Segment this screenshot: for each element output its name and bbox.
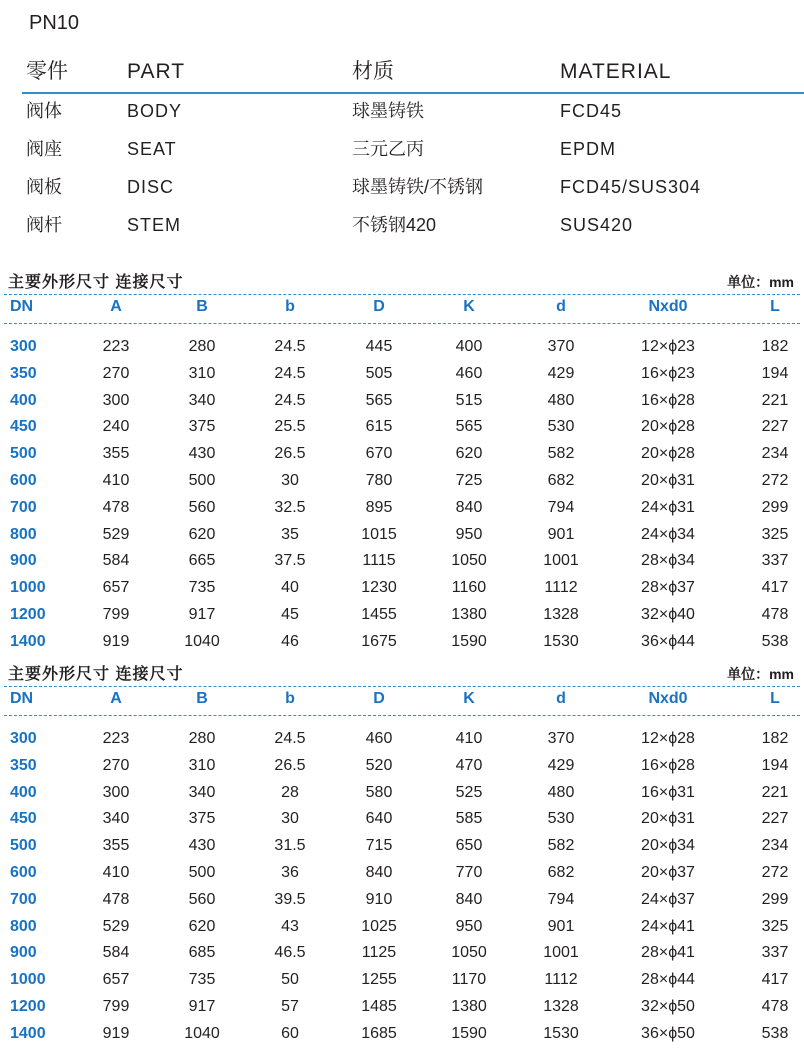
cell-dn: 1400 bbox=[10, 632, 46, 650]
cell-l: 182 bbox=[761, 338, 789, 355]
cell-b-upper: 310 bbox=[188, 756, 216, 774]
cell-l: 272 bbox=[761, 863, 789, 881]
cell-a: 478 bbox=[102, 498, 130, 516]
cell-b-lower: 24.5 bbox=[274, 338, 306, 355]
cell-k: 950 bbox=[455, 917, 483, 935]
cell-b-upper: 340 bbox=[188, 783, 216, 801]
cell-b-lower: 40 bbox=[281, 579, 299, 597]
cell-d-upper: 615 bbox=[365, 418, 393, 436]
cell-k: 515 bbox=[455, 391, 483, 409]
cell-l: 221 bbox=[761, 783, 789, 801]
cell-a: 799 bbox=[102, 605, 130, 623]
table-row bbox=[0, 522, 804, 549]
cell-b-upper: 560 bbox=[188, 890, 216, 908]
cell-b-upper: 500 bbox=[188, 863, 216, 881]
cell-l: 221 bbox=[761, 391, 789, 409]
cell-k: 840 bbox=[455, 890, 483, 908]
cell-b-lower: 50 bbox=[281, 971, 299, 989]
cell-d-upper: 1685 bbox=[361, 1024, 397, 1042]
cell-b-lower: 26.5 bbox=[274, 445, 306, 463]
cell-d-lower: 480 bbox=[547, 391, 575, 409]
cell-d-lower: 1001 bbox=[543, 552, 579, 570]
cell-dn: 500 bbox=[10, 445, 37, 463]
header-part-en: PART bbox=[127, 60, 186, 83]
cell-a: 355 bbox=[102, 837, 130, 855]
cell-l: 325 bbox=[761, 525, 789, 543]
cell-l: 538 bbox=[761, 632, 789, 650]
cell-b-lower: 46.5 bbox=[274, 944, 306, 962]
cell-dn: 700 bbox=[10, 890, 37, 908]
cell-a: 584 bbox=[102, 944, 130, 962]
cell-nxd0: 28×ϕ41 bbox=[641, 944, 695, 962]
column-header-d-lower: d bbox=[556, 298, 566, 315]
cell-nxd0: 36×ϕ44 bbox=[641, 632, 695, 650]
unit-label: 单位：mm bbox=[727, 666, 794, 682]
column-header-b-upper: B bbox=[196, 298, 208, 315]
cell-nxd0: 24×ϕ31 bbox=[641, 498, 695, 516]
dimensions-table-2 bbox=[0, 660, 804, 1048]
column-header-l: L bbox=[770, 298, 780, 315]
cell-a: 657 bbox=[102, 579, 130, 597]
table-row bbox=[0, 967, 804, 994]
cell-b-upper: 1040 bbox=[184, 1024, 220, 1042]
cell-a: 919 bbox=[102, 632, 130, 650]
cell-nxd0: 16×ϕ31 bbox=[641, 783, 695, 801]
table-row bbox=[0, 806, 804, 833]
cell-d-lower: 682 bbox=[547, 471, 575, 489]
cell-k: 470 bbox=[455, 756, 483, 774]
materials-row bbox=[22, 170, 804, 208]
cell-l: 182 bbox=[761, 730, 789, 747]
table-body bbox=[0, 324, 804, 656]
cell-a: 223 bbox=[102, 730, 130, 747]
material-cn: 球墨铸铁 bbox=[352, 101, 424, 121]
cell-d-lower: 682 bbox=[547, 863, 575, 881]
cell-nxd0: 28×ϕ44 bbox=[641, 971, 695, 989]
header-material-cn: 材质 bbox=[352, 60, 394, 83]
cell-nxd0: 20×ϕ28 bbox=[641, 418, 695, 436]
cell-d-upper: 505 bbox=[365, 364, 393, 382]
cell-a: 919 bbox=[102, 1024, 130, 1042]
cell-l: 194 bbox=[761, 364, 789, 382]
cell-nxd0: 16×ϕ28 bbox=[641, 756, 695, 774]
column-header-d-lower: d bbox=[556, 690, 566, 707]
part-en: BODY bbox=[127, 101, 183, 121]
cell-d-upper: 565 bbox=[365, 391, 393, 409]
column-header-d-upper: D bbox=[373, 298, 385, 315]
dimensions-table-1 bbox=[0, 268, 804, 656]
column-header-a: A bbox=[110, 690, 122, 707]
cell-b-lower: 28 bbox=[281, 783, 299, 801]
cell-k: 950 bbox=[455, 525, 483, 543]
cell-b-upper: 500 bbox=[188, 471, 216, 489]
part-en: SEAT bbox=[127, 139, 177, 159]
table-title: 主要外形尺寸 连接尺寸 bbox=[8, 274, 184, 291]
cell-l: 478 bbox=[761, 997, 789, 1015]
cell-k: 585 bbox=[455, 810, 483, 828]
cell-b-lower: 24.5 bbox=[274, 391, 306, 409]
cell-a: 799 bbox=[102, 997, 130, 1015]
cell-b-upper: 560 bbox=[188, 498, 216, 516]
column-header-nxd0: Nxd0 bbox=[648, 690, 688, 707]
cell-l: 299 bbox=[761, 498, 789, 516]
cell-d-lower: 530 bbox=[547, 810, 575, 828]
cell-a: 478 bbox=[102, 890, 130, 908]
cell-b-lower: 46 bbox=[281, 632, 299, 650]
cell-dn: 600 bbox=[10, 863, 37, 881]
column-header-dn: DN bbox=[10, 298, 34, 315]
materials-table bbox=[22, 54, 804, 246]
column-header-row bbox=[0, 687, 804, 715]
table-row bbox=[0, 753, 804, 780]
table-row bbox=[0, 629, 804, 656]
cell-nxd0: 24×ϕ41 bbox=[641, 917, 695, 935]
column-header-dn: DN bbox=[10, 690, 34, 707]
cell-nxd0: 32×ϕ50 bbox=[641, 997, 695, 1015]
cell-d-upper: 1455 bbox=[361, 605, 397, 623]
table-row bbox=[0, 414, 804, 441]
cell-a: 355 bbox=[102, 445, 130, 463]
cell-d-upper: 840 bbox=[365, 863, 393, 881]
cell-b-upper: 685 bbox=[188, 944, 216, 962]
cell-b-upper: 665 bbox=[188, 552, 216, 570]
cell-k: 1380 bbox=[451, 997, 487, 1015]
table-body bbox=[0, 716, 804, 1048]
cell-b-lower: 25.5 bbox=[274, 418, 306, 436]
cell-b-upper: 375 bbox=[188, 810, 216, 828]
cell-b-lower: 31.5 bbox=[274, 837, 306, 855]
cell-d-lower: 794 bbox=[547, 890, 575, 908]
cell-nxd0: 24×ϕ34 bbox=[641, 525, 695, 543]
cell-d-upper: 715 bbox=[365, 837, 393, 855]
cell-dn: 1000 bbox=[10, 579, 46, 597]
part-cn: 阀杆 bbox=[26, 215, 62, 235]
cell-d-upper: 670 bbox=[365, 445, 393, 463]
cell-b-upper: 430 bbox=[188, 445, 216, 463]
column-header-a: A bbox=[110, 298, 122, 315]
cell-d-lower: 429 bbox=[547, 364, 575, 382]
cell-l: 299 bbox=[761, 890, 789, 908]
cell-b-upper: 735 bbox=[188, 579, 216, 597]
cell-b-upper: 280 bbox=[188, 338, 216, 355]
material-en: FCD45 bbox=[560, 101, 623, 121]
cell-dn: 400 bbox=[10, 783, 37, 801]
cell-l: 227 bbox=[761, 810, 789, 828]
cell-d-lower: 370 bbox=[547, 338, 575, 355]
table-row bbox=[0, 468, 804, 495]
cell-a: 300 bbox=[102, 783, 130, 801]
cell-d-lower: 480 bbox=[547, 783, 575, 801]
cell-a: 584 bbox=[102, 552, 130, 570]
part-cn: 阀板 bbox=[26, 177, 62, 197]
table-title-row bbox=[0, 268, 804, 294]
cell-a: 529 bbox=[102, 917, 130, 935]
cell-a: 270 bbox=[102, 364, 130, 382]
cell-l: 337 bbox=[761, 944, 789, 962]
cell-nxd0: 20×ϕ34 bbox=[641, 837, 695, 855]
cell-nxd0: 32×ϕ40 bbox=[641, 605, 695, 623]
table-row bbox=[0, 780, 804, 807]
cell-b-lower: 37.5 bbox=[274, 552, 306, 570]
table-title-row bbox=[0, 660, 804, 686]
column-header-b-upper: B bbox=[196, 690, 208, 707]
cell-nxd0: 24×ϕ37 bbox=[641, 890, 695, 908]
cell-k: 525 bbox=[455, 783, 483, 801]
cell-d-lower: 1112 bbox=[544, 579, 578, 597]
cell-a: 340 bbox=[102, 810, 130, 828]
column-header-row bbox=[0, 295, 804, 323]
cell-b-lower: 39.5 bbox=[274, 890, 306, 908]
cell-nxd0: 12×ϕ23 bbox=[641, 338, 695, 355]
cell-dn: 450 bbox=[10, 418, 37, 436]
table-row bbox=[0, 361, 804, 388]
cell-a: 300 bbox=[102, 391, 130, 409]
cell-d-upper: 580 bbox=[365, 783, 393, 801]
cell-b-upper: 1040 bbox=[184, 632, 220, 650]
material-en: SUS420 bbox=[560, 215, 634, 235]
cell-d-upper: 1125 bbox=[361, 944, 397, 962]
cell-nxd0: 16×ϕ23 bbox=[641, 364, 695, 382]
cell-d-lower: 1530 bbox=[543, 632, 579, 650]
cell-l: 234 bbox=[761, 837, 789, 855]
column-header-k: K bbox=[463, 298, 475, 315]
cell-dn: 350 bbox=[10, 364, 37, 382]
cell-k: 620 bbox=[455, 445, 483, 463]
material-en: FCD45/SUS304 bbox=[560, 177, 702, 197]
table-row bbox=[0, 495, 804, 522]
cell-k: 1170 bbox=[451, 971, 487, 989]
cell-a: 657 bbox=[102, 971, 130, 989]
material-cn: 球墨铸铁/不锈钢 bbox=[352, 177, 484, 197]
cell-k: 1590 bbox=[451, 1024, 487, 1042]
header-part-cn: 零件 bbox=[26, 60, 68, 83]
cell-l: 337 bbox=[761, 552, 789, 570]
cell-dn: 800 bbox=[10, 917, 37, 935]
cell-d-lower: 1112 bbox=[544, 971, 578, 989]
cell-dn: 500 bbox=[10, 837, 37, 855]
cell-k: 1050 bbox=[451, 552, 487, 570]
cell-dn: 450 bbox=[10, 810, 37, 828]
column-header-b-lower: b bbox=[285, 298, 295, 315]
table-row bbox=[0, 334, 804, 361]
table-row bbox=[0, 940, 804, 967]
cell-d-lower: 1328 bbox=[543, 605, 579, 623]
cell-l: 538 bbox=[761, 1024, 789, 1042]
cell-k: 1590 bbox=[451, 632, 487, 650]
cell-l: 417 bbox=[761, 971, 789, 989]
cell-nxd0: 20×ϕ28 bbox=[641, 445, 695, 463]
cell-k: 410 bbox=[455, 730, 483, 747]
cell-l: 478 bbox=[761, 605, 789, 623]
table-row bbox=[0, 548, 804, 575]
cell-b-upper: 280 bbox=[188, 730, 216, 747]
material-en: EPDM bbox=[560, 139, 617, 159]
cell-k: 1160 bbox=[451, 579, 487, 597]
cell-l: 417 bbox=[761, 579, 789, 597]
header-material-en: MATERIAL bbox=[560, 60, 672, 83]
cell-d-upper: 910 bbox=[365, 890, 393, 908]
table-row bbox=[0, 575, 804, 602]
cell-nxd0: 20×ϕ37 bbox=[641, 863, 695, 881]
cell-d-lower: 429 bbox=[547, 756, 575, 774]
cell-d-upper: 1675 bbox=[361, 632, 397, 650]
column-header-l: L bbox=[770, 690, 780, 707]
cell-d-lower: 582 bbox=[547, 837, 575, 855]
cell-nxd0: 12×ϕ28 bbox=[641, 730, 695, 747]
cell-d-lower: 1001 bbox=[543, 944, 579, 962]
cell-b-upper: 620 bbox=[188, 525, 216, 543]
table-row bbox=[0, 1021, 804, 1048]
cell-k: 400 bbox=[455, 338, 483, 355]
cell-d-upper: 895 bbox=[365, 498, 393, 516]
unit-label: 单位：mm bbox=[727, 274, 794, 290]
cell-nxd0: 20×ϕ31 bbox=[641, 471, 695, 489]
cell-b-upper: 917 bbox=[188, 997, 216, 1015]
cell-dn: 300 bbox=[10, 338, 37, 355]
cell-dn: 600 bbox=[10, 471, 37, 489]
cell-b-upper: 430 bbox=[188, 837, 216, 855]
cell-d-upper: 1255 bbox=[361, 971, 397, 989]
table-row bbox=[0, 726, 804, 753]
cell-b-lower: 26.5 bbox=[274, 756, 306, 774]
cell-d-lower: 582 bbox=[547, 445, 575, 463]
cell-d-upper: 1115 bbox=[362, 552, 396, 570]
cell-a: 223 bbox=[102, 338, 130, 355]
cell-d-upper: 1025 bbox=[361, 917, 397, 935]
cell-d-upper: 780 bbox=[365, 471, 393, 489]
cell-l: 234 bbox=[761, 445, 789, 463]
cell-b-lower: 45 bbox=[281, 605, 299, 623]
materials-row bbox=[22, 132, 804, 170]
cell-b-upper: 340 bbox=[188, 391, 216, 409]
cell-d-lower: 794 bbox=[547, 498, 575, 516]
column-header-k: K bbox=[463, 690, 475, 707]
cell-k: 565 bbox=[455, 418, 483, 436]
cell-dn: 700 bbox=[10, 498, 37, 516]
cell-d-upper: 520 bbox=[365, 756, 393, 774]
cell-nxd0: 16×ϕ28 bbox=[641, 391, 695, 409]
cell-k: 840 bbox=[455, 498, 483, 516]
cell-b-lower: 30 bbox=[281, 471, 299, 489]
materials-row bbox=[22, 94, 804, 132]
cell-nxd0: 28×ϕ34 bbox=[641, 552, 695, 570]
part-en: DISC bbox=[127, 177, 175, 197]
column-header-d-upper: D bbox=[373, 690, 385, 707]
cell-dn: 1200 bbox=[10, 605, 46, 623]
cell-nxd0: 20×ϕ31 bbox=[641, 810, 695, 828]
cell-d-upper: 1230 bbox=[361, 579, 397, 597]
cell-l: 272 bbox=[761, 471, 789, 489]
table-title: 主要外形尺寸 连接尺寸 bbox=[8, 666, 184, 683]
cell-k: 725 bbox=[455, 471, 483, 489]
cell-b-lower: 35 bbox=[281, 525, 299, 543]
cell-dn: 800 bbox=[10, 525, 37, 543]
table-row bbox=[0, 441, 804, 468]
cell-k: 1380 bbox=[451, 605, 487, 623]
cell-d-lower: 1530 bbox=[543, 1024, 579, 1042]
table-row bbox=[0, 914, 804, 941]
cell-d-upper: 445 bbox=[365, 338, 393, 355]
table-row bbox=[0, 887, 804, 914]
cell-a: 240 bbox=[102, 418, 130, 436]
cell-l: 325 bbox=[761, 917, 789, 935]
cell-b-upper: 375 bbox=[188, 418, 216, 436]
cell-dn: 900 bbox=[10, 944, 37, 962]
material-cn: 不锈钢420 bbox=[352, 215, 437, 235]
column-header-b-lower: b bbox=[285, 690, 295, 707]
cell-dn: 400 bbox=[10, 391, 37, 409]
cell-d-lower: 901 bbox=[547, 525, 575, 543]
cell-b-lower: 43 bbox=[281, 917, 299, 935]
cell-b-lower: 32.5 bbox=[274, 498, 306, 516]
table-row bbox=[0, 994, 804, 1021]
materials-row bbox=[22, 208, 804, 246]
cell-k: 770 bbox=[455, 863, 483, 881]
cell-dn: 1200 bbox=[10, 997, 46, 1015]
cell-b-lower: 57 bbox=[281, 997, 299, 1015]
cell-b-lower: 30 bbox=[281, 810, 299, 828]
materials-header bbox=[22, 54, 804, 94]
cell-b-lower: 24.5 bbox=[274, 364, 306, 382]
material-cn: 三元乙丙 bbox=[352, 139, 424, 159]
cell-dn: 350 bbox=[10, 756, 37, 774]
cell-d-upper: 640 bbox=[365, 810, 393, 828]
cell-dn: 1000 bbox=[10, 971, 46, 989]
cell-dn: 300 bbox=[10, 730, 37, 747]
cell-dn: 1400 bbox=[10, 1024, 46, 1042]
cell-b-upper: 917 bbox=[188, 605, 216, 623]
cell-a: 270 bbox=[102, 756, 130, 774]
cell-b-lower: 24.5 bbox=[274, 730, 306, 747]
cell-b-lower: 36 bbox=[281, 863, 299, 881]
part-cn: 阀座 bbox=[26, 139, 62, 159]
cell-b-upper: 735 bbox=[188, 971, 216, 989]
cell-d-upper: 1485 bbox=[361, 997, 397, 1015]
page-title: PN10 bbox=[29, 12, 80, 34]
cell-k: 1050 bbox=[451, 944, 487, 962]
cell-l: 227 bbox=[761, 418, 789, 436]
cell-d-lower: 530 bbox=[547, 418, 575, 436]
cell-nxd0: 28×ϕ37 bbox=[641, 579, 695, 597]
cell-a: 410 bbox=[102, 471, 130, 489]
part-cn: 阀体 bbox=[26, 101, 62, 121]
part-en: STEM bbox=[127, 215, 182, 235]
cell-b-lower: 60 bbox=[281, 1024, 299, 1042]
cell-b-upper: 620 bbox=[188, 917, 216, 935]
cell-l: 194 bbox=[761, 756, 789, 774]
cell-dn: 900 bbox=[10, 552, 37, 570]
table-row bbox=[0, 833, 804, 860]
cell-d-lower: 1328 bbox=[543, 997, 579, 1015]
table-row bbox=[0, 860, 804, 887]
cell-a: 529 bbox=[102, 525, 130, 543]
table-row bbox=[0, 388, 804, 415]
cell-nxd0: 36×ϕ50 bbox=[641, 1024, 695, 1042]
cell-k: 650 bbox=[455, 837, 483, 855]
cell-d-upper: 460 bbox=[365, 730, 393, 747]
cell-d-lower: 370 bbox=[547, 730, 575, 747]
column-header-nxd0: Nxd0 bbox=[648, 298, 688, 315]
cell-k: 460 bbox=[455, 364, 483, 382]
cell-d-upper: 1015 bbox=[361, 525, 397, 543]
cell-d-lower: 901 bbox=[547, 917, 575, 935]
cell-a: 410 bbox=[102, 863, 130, 881]
table-row bbox=[0, 602, 804, 629]
cell-b-upper: 310 bbox=[188, 364, 216, 382]
